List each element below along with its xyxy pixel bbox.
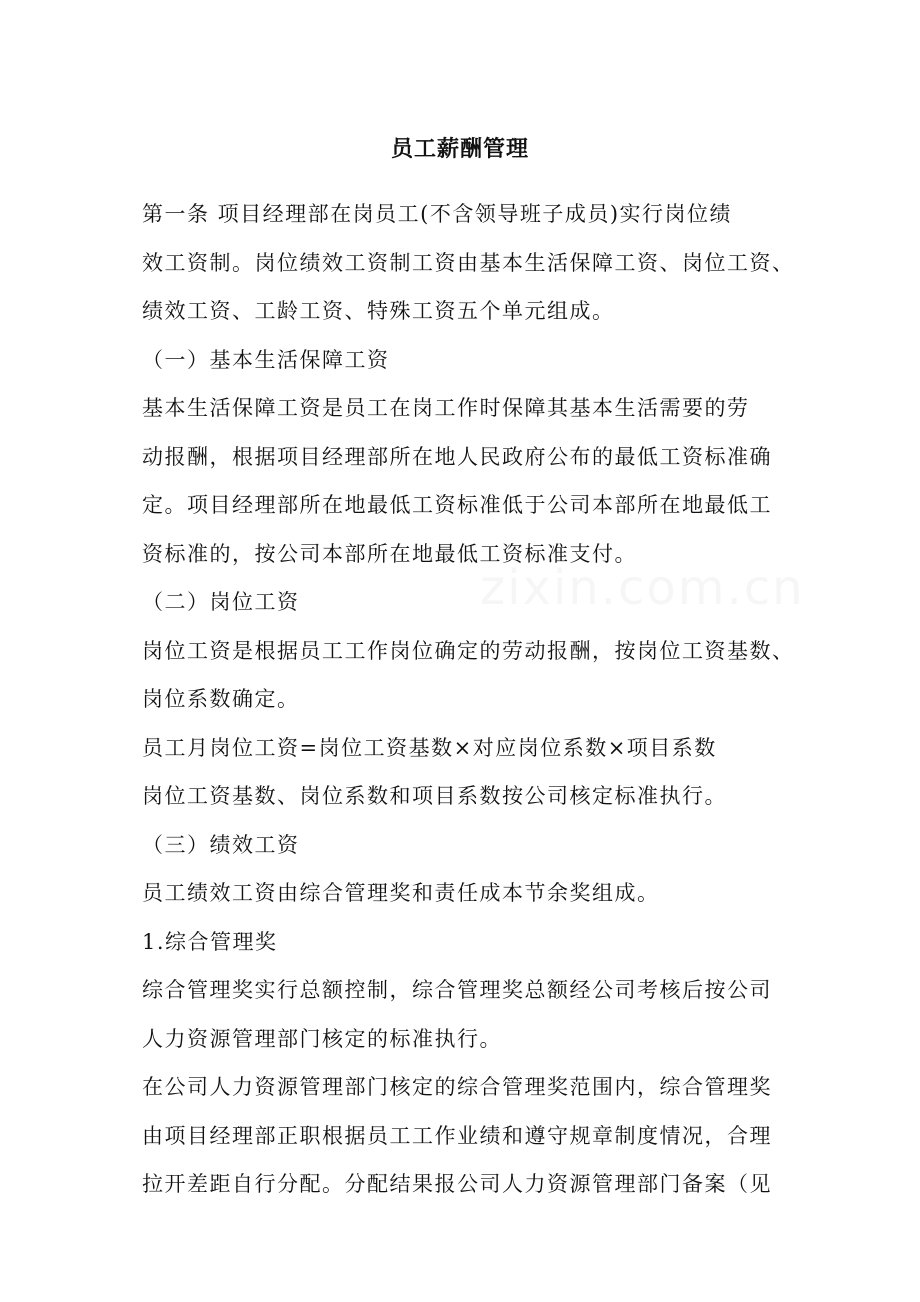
section-heading: （三）绩效工资 xyxy=(142,832,300,857)
section-heading: （二）岗位工资 xyxy=(142,590,300,614)
body-line: 效工资制。岗位绩效工资制工资由基本生活保障工资、岗位工资、 xyxy=(142,250,795,275)
body-line: 人力资源管理部门核定的标准执行。 xyxy=(142,1026,502,1051)
body-line: 拉开差距自行分配。分配结果报公司人力资源管理部门备案（见 xyxy=(142,1172,772,1196)
body-line: 第一条 项目经理部在岗员工(不含领导班子成员)实行岗位绩 xyxy=(142,202,733,226)
body-line: 绩效工资、工龄工资、特殊工资五个单元组成。 xyxy=(142,299,615,323)
formula-line: 员工月岗位工资=岗位工资基数×对应岗位系数×项目系数 xyxy=(142,735,717,760)
body-line: 员工绩效工资由综合管理奖和责任成本节余奖组成。 xyxy=(142,881,660,905)
body-line: 资标准的，按公司本部所在地最低工资标准支付。 xyxy=(142,541,637,566)
watermark: zixin.com.cn xyxy=(480,560,805,616)
body-line: 动报酬，根据项目经理部所在地人民政府公布的最低工资标准确 xyxy=(142,444,772,469)
body-line: 岗位系数确定。 xyxy=(142,687,300,711)
document-body xyxy=(142,190,795,1209)
body-line: 在公司人力资源管理部门核定的综合管理奖范围内，综合管理奖 xyxy=(142,1075,772,1099)
body-line: 基本生活保障工资是员工在岗工作时保障其基本生活需要的劳 xyxy=(142,396,750,420)
subsection-heading: 1.综合管理奖 xyxy=(142,929,278,954)
body-line: 综合管理奖实行总额控制，综合管理奖总额经公司考核后按公司 xyxy=(142,978,772,1002)
body-line: 岗位工资基数、岗位系数和项目系数按公司核定标准执行。 xyxy=(142,784,727,808)
section-heading: （一）基本生活保障工资 xyxy=(142,347,390,372)
body-line: 岗位工资是根据员工工作岗位确定的劳动报酬，按岗位工资基数、 xyxy=(142,638,795,663)
body-line: 由项目经理部正职根据员工工作业绩和遵守规章制度情况，合理 xyxy=(142,1123,772,1148)
document-title: 员工薪酬管理 xyxy=(390,136,529,162)
body-line: 定。项目经理部所在地最低工资标准低于公司本部所在地最低工 xyxy=(142,493,772,517)
